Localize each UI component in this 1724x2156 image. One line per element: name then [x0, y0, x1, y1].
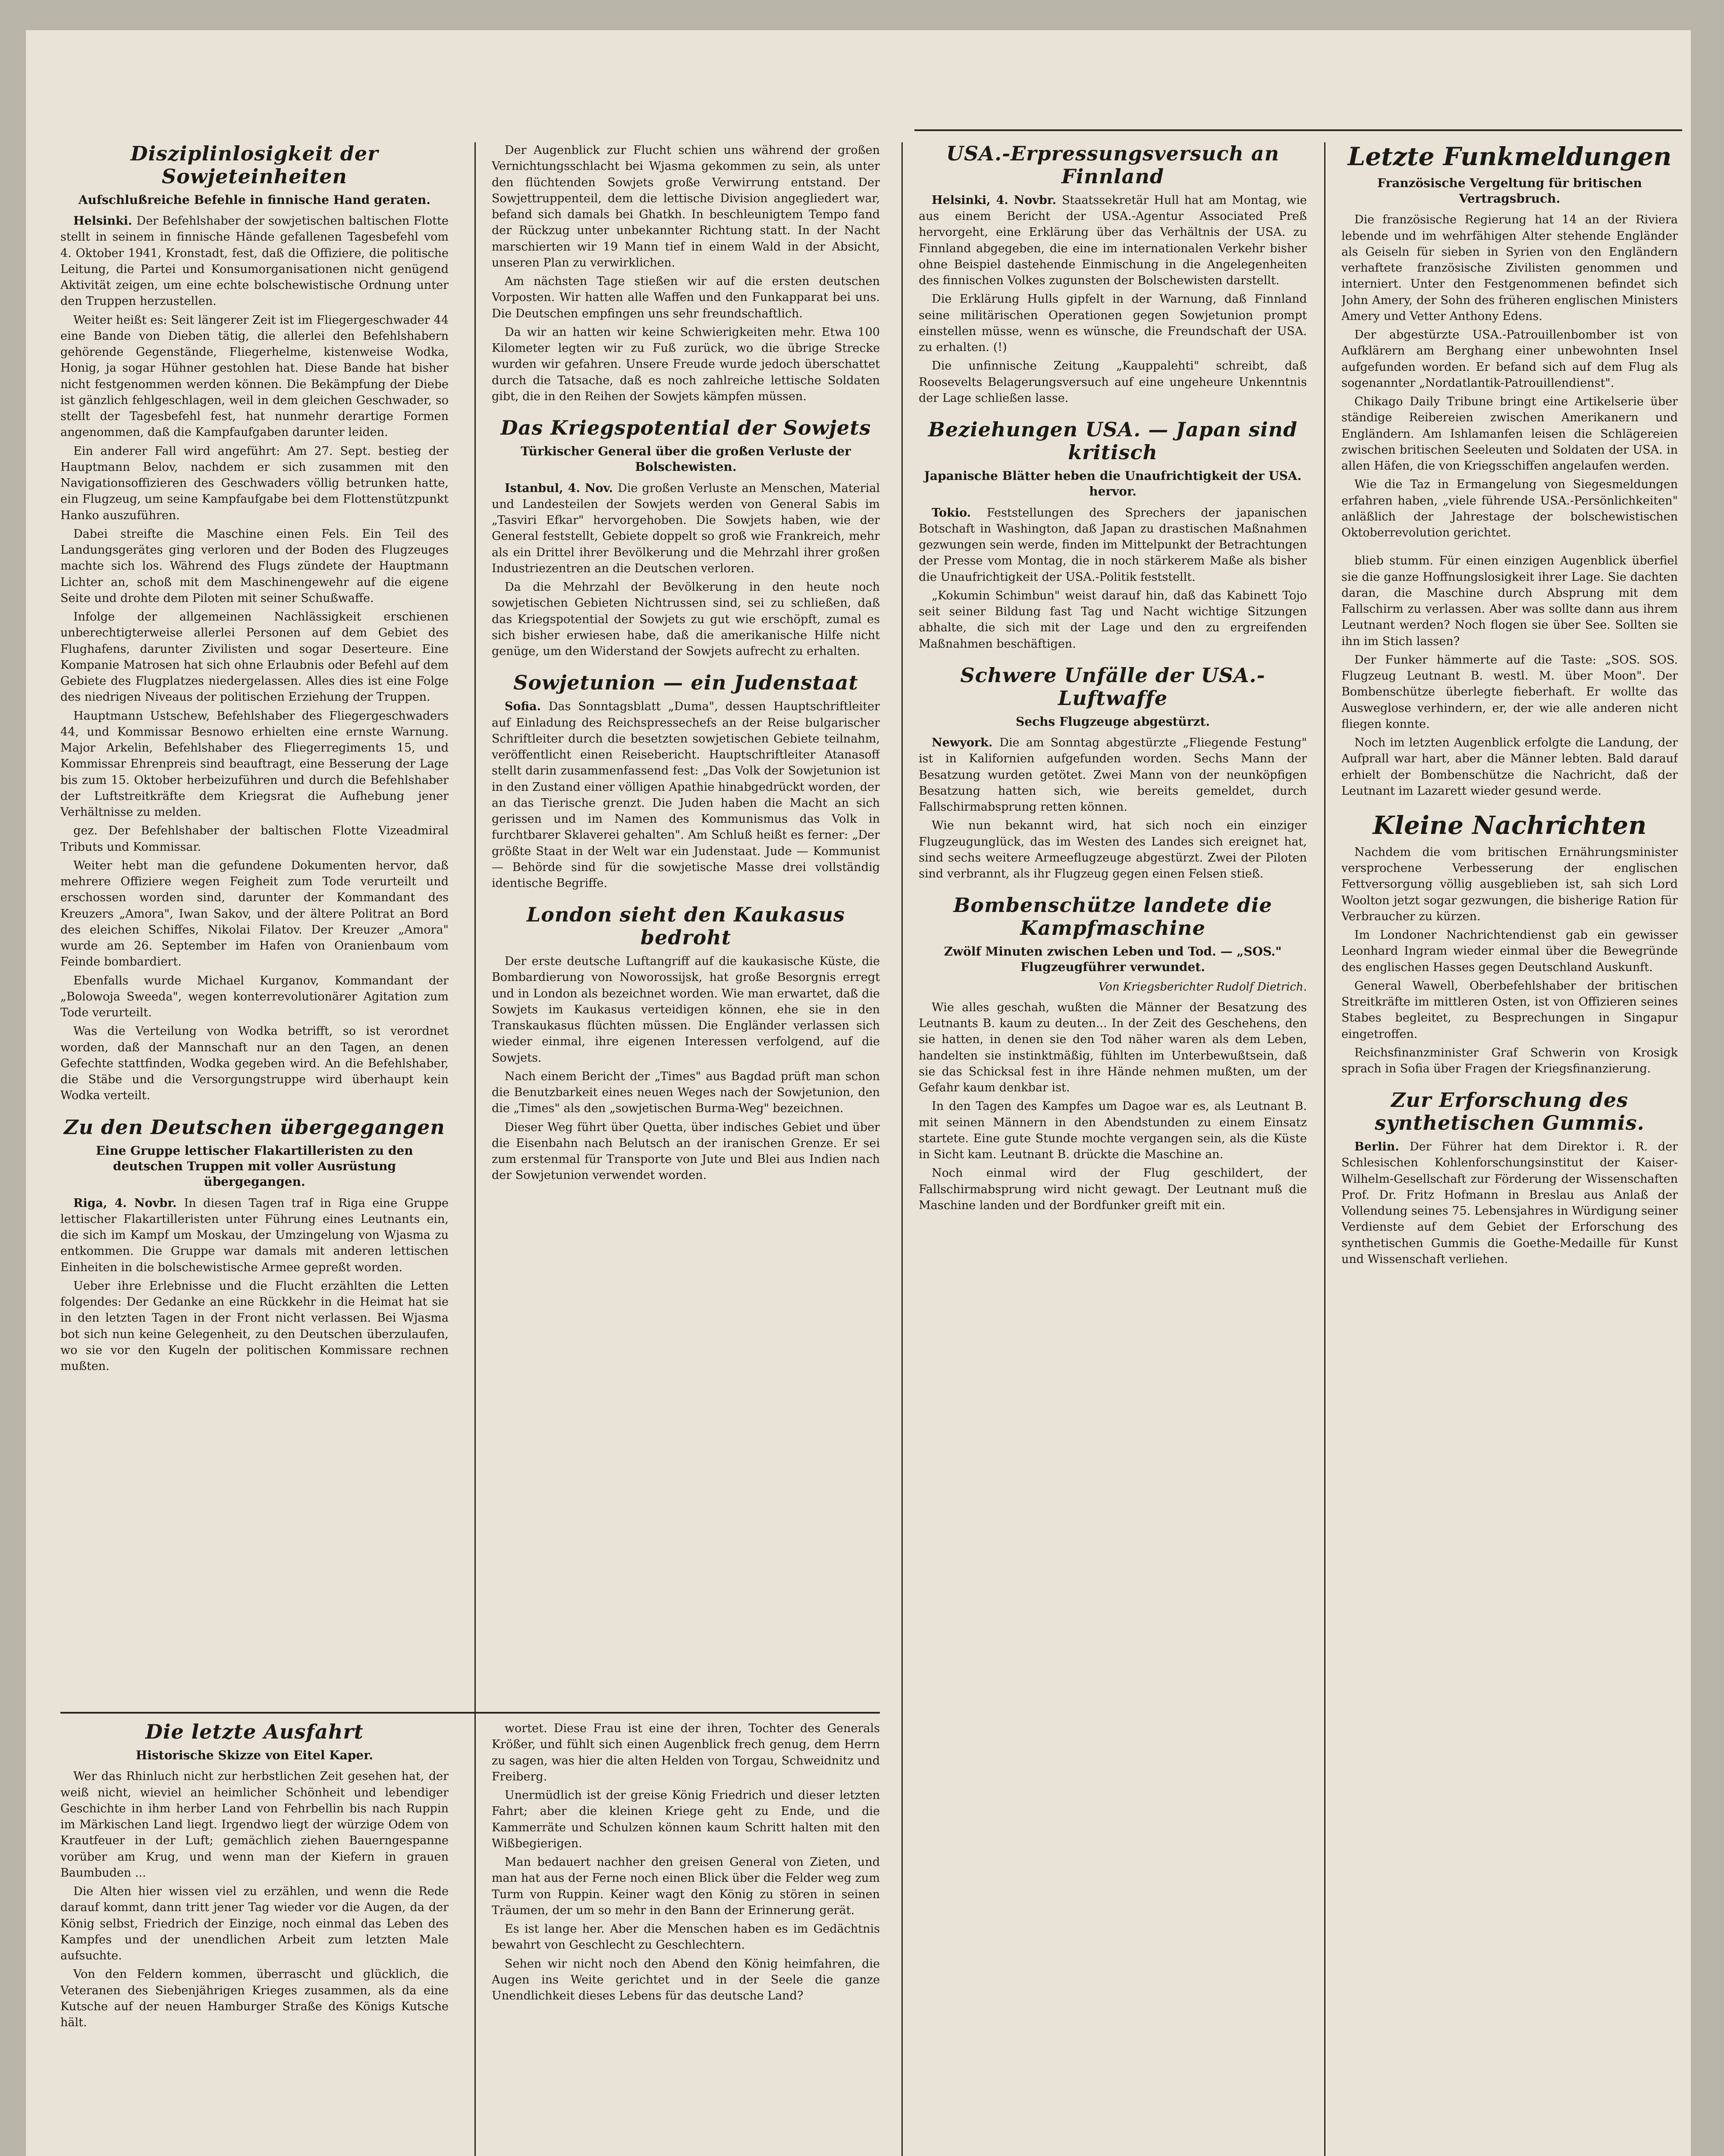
paragraph-text: Feststellungen des Sprechers der japanischen Botschaft in Washington, daß Japan zu drastischen Maßnahmen gezwungen sein werde, finden im Mittelpunkt der Betrachtungen der Presse vom Montag, die in noch stärkerem Maße als bisher die Unaufrichtigkeit der USA.-Politik feststellt. [919, 506, 1307, 584]
paragraph-text: Man bedauert nachher den greisen General von Zieten, und man hat aus der Ferne noch einen Blick über die Felder weg zum Turm von Ruppin. Keiner wagt den König zu stören in seinen Träumen, der um so mehr in den Bann der Erinnerung gerät. [492, 1855, 880, 1917]
paragraph-text: Dabei streifte die Maschine einen Fels. Ein Teil des Landungsgerätes ging verloren und der Boden des Flugzeuges machte sich los. Während des Flugs zündete der Hauptmann Lichter an, schoß mit dem Maschinengewehr auf die eigene Seite und drohte dem Piloten mit seiner Schußwaffe. [60, 527, 449, 605]
article-paragraph [492, 579, 880, 659]
article [492, 903, 880, 1183]
paragraph-text: In diesen Tagen traf in Riga eine Gruppe lettischer Flakartilleristen unter Führung eines Leutnants ein, die sich im Kampf um Moskau, der Umzingelung von Wjasma zu entkommen. Die Gruppe war damals mit anderen lettischen Einheiten in die bolschewistische Armee gepreßt worden. [60, 1196, 449, 1274]
article-paragraph [60, 526, 449, 606]
article-headline: London sieht den Kaukasus bedroht [526, 903, 845, 950]
article-subheadline: Japanische Blätter heben die Unaufrichtigkeit der USA. hervor. [924, 468, 1302, 499]
article-paragraph [1341, 1139, 1678, 1267]
article-headline: Beziehungen USA. — Japan sind kritisch [928, 418, 1298, 464]
article-paragraph [60, 1023, 449, 1103]
column-2 [492, 142, 880, 1708]
article-paragraph [60, 609, 449, 705]
article [1341, 811, 1678, 1077]
dateline: Helsinki, 4. Novbr. [932, 193, 1062, 207]
paragraph-text: Infolge der allgemeinen Nachlässigkeit erschienen unberechtigterweise allerlei Personen auf dem Gebiet des Flughafens, darunter Zivilisten und sogar Deserteure. Eine Kompanie Matrosen hat sich ohne Erlaubnis oder Befehl auf dem Gebiete des Flugplatzes niedergelassen. Alles dies ist eine Folge des niedrigen Niveaus der politischen Erziehung der Truppen. [60, 610, 449, 704]
article [492, 1720, 880, 2004]
article-paragraph [1341, 735, 1678, 799]
paragraph-text: Ein anderer Fall wird angeführt: Am 27. Sept. bestieg der Hauptmann Belov, nachdem er sich zusammen mit den Navigationsoffizieren des Geschwaders völlig betrunken hatte, ein Flugzeug, um seine Kampfaufgabe bei dem Flottenstützpunkt Hanko auszuführen. [60, 444, 449, 522]
paragraph-text: Im Londoner Nachrichtendienst gab ein gewisser Leonhard Ingram wieder einmal über die Bewegründe des englischen Hasses gegen Deutschland Auskunft. [1341, 928, 1678, 974]
article-paragraph [492, 1854, 880, 1918]
paragraph-text: General Wawell, Oberbefehlshaber der britischen Streitkräfte im mittleren Osten, ist von Offizieren seines Stabes begleitet, zu Besprechungen in Singapur eingetroffen. [1341, 979, 1678, 1041]
article-headline: Kleine Nachrichten [1372, 811, 1647, 840]
dateline: Tokio. [932, 506, 987, 520]
article-paragraph [1341, 394, 1678, 474]
article-paragraph [492, 1956, 880, 2004]
article [1341, 1089, 1678, 1267]
feuilleton-column-1 [60, 1720, 449, 2156]
paragraph-text: Die großen Verluste an Menschen, Material und Landesteilen der Sowjets werden von General Sabis im „Tasviri Efkar" hervorgehoben. Die Sowjets haben, wie der General feststellt, Gebiete doppelt so groß wie Frankreich, mehr als ein Drittel ihrer Bevölkerung und die Mehrzahl ihrer großen Industriezentren an die Deutschen verloren. [492, 481, 880, 575]
paragraph-text: In den Tagen des Kampfes um Dagoe war es, als Leutnant B. mit seinen Männern in den Abendstunden zu einem Einsatz startete. Eine gute Stunde mochte vergangen sein, als die Küste in Sicht kam. Leutnant B. drückte die Maschine an. [919, 1100, 1307, 1162]
article-paragraph [1341, 327, 1678, 391]
article-paragraph [492, 273, 880, 322]
article [1341, 142, 1678, 541]
paragraph-text: Die französische Regierung hat 14 an der Riviera lebende und im wehrfähigen Alter stehende Engländer als Geiseln für sieben in Syrien von den Engländern verhaftete französische Zivilisten genommen und interniert. Unter den Festgenommenen befindet sich John Amery, der Sohn des früheren englischen Ministers Amery und Vetter Anthony Edens. [1341, 213, 1678, 323]
paragraph-text: Der Augenblick zur Flucht schien uns während der großen Vernichtungsschlacht bei Wjasma gekommen zu sein, als unter den flüchtenden Sowjets große Verwirrung entstand. Der Sowjettruppenteil, dem die lettische Division angegliedert war, befand sich damals bei Ghatkh. In beschleunigtem Tempo fand der Rückzug unter unbekannter Richtung statt. In der Nacht marschierten wir 19 Mann tief in einem Wald in der Absicht, unseren Plan zu verwirklichen. [492, 144, 880, 270]
paragraph-text: Wie die Taz in Ermangelung von Siegesmeldungen erfahren haben, „viele führende USA.-Persönlichkeiten" anläßlich der Jahrestage der bolschewistischen Oktoberrevolution gerichtet. [1341, 478, 1678, 540]
paragraph-text: Weiter hebt man die gefundene Dokumenten hervor, daß mehrere Offiziere wegen Feigheit zum Tode verurteilt und erschossen worden sind, darunter der Kommandant des Kreuzers „Amora", Iwan Sakov, und der ältere Politrat an Bord des eleichen Schiffes, Nikolai Filatov. Der Kreuzer „Amora" wurde am 26. September im Hafen von Oranienbaum vom Feinde bombardiert. [60, 859, 449, 969]
paragraph-text: „Kokumin Schimbun" weist darauf hin, daß das Kabinett Tojo seit seiner Bildung fast Tag und Nacht wichtige Sitzungen abhalte, die sich mit der Lage und den zu ergreifenden Maßnahmen beschäftigen. [919, 589, 1307, 651]
article-paragraph [1341, 927, 1678, 975]
column-rule-2 [901, 142, 903, 2156]
paragraph-text: Die Alten hier wissen viel zu erzählen, und wenn die Rede darauf kommt, dann tritt jener Tag wieder vor die Augen, da der König selbst, Friedrich der Einzige, noch einmal das Leben des Kampfes und der unendlichen Arbeit zum letzten Male aufsuchte. [60, 1885, 449, 1963]
paragraph-text: Die Erklärung Hulls gipfelt in der Warnung, daß Finnland seine militärischen Operationen gegen Sowjetunion prompt einstellen müsse, wenn es wünsche, die Freundschaft der USA. zu erhalten. (!) [919, 292, 1307, 354]
dateline: Sofia. [505, 700, 549, 714]
dateline: Istanbul, 4. Nov. [505, 481, 618, 495]
article-paragraph [60, 823, 449, 855]
article-paragraph [1341, 476, 1678, 541]
paragraph-text: Weiter heißt es: Seit längerer Zeit ist im Fliegergeschwader 44 eine Bande von Dieben tätig, die allerlei den Befehlshabern gehörende Gegenstände, Fliegerhelme, kistenweise Wodka, Honig, ja sogar Hühner gestohlen hat. Diese Bande hat bisher nicht festgenommen werden können. Die Bekämpfung der Diebe ist gänzlich fehlgeschlagen, weil in dem gleichen Geschwader, so stellt der Tagesbefehl fest, hat nunmehr derartige Formen angenommen, daß die Kampfaufgaben darunter leiden. [60, 313, 449, 439]
article [60, 142, 449, 1104]
paragraph-text: Noch im letzten Augenblick erfolgte die Landung, der Aufprall war hart, aber die Männer lebten. Bald darauf erhielt der Bombenschütze die Nachricht, daß der Leutnant im Lazarett wieder gesund werde. [1341, 736, 1678, 798]
paragraph-text: wortet. Diese Frau ist eine der ihren, Tochter des Generals Krößer, und fühlt sich einen Augenblick frech genug, dem Herrn zu sagen, was hier die alten Helden von Torgau, Schweidnitz und Freiberg. [492, 1722, 880, 1783]
article-headline: Zu den Deutschen übergegangen [64, 1115, 445, 1139]
article-paragraph [60, 1278, 449, 1375]
column-rule-3 [1324, 142, 1325, 2156]
article-paragraph [919, 588, 1307, 652]
article-headline: USA.-Erpressungsversuch an Finnland [946, 142, 1280, 188]
paragraph-text: Von den Feldern kommen, überrascht und glücklich, die Veteranen des Siebenjährigen Krieges zusammen, als da eine Kutsche auf der neuen Hamburger Straße des Königs Kutsche hält. [60, 1968, 449, 2030]
article-headline: Letzte Funkmeldungen [1347, 142, 1672, 171]
article-subheadline: Zwölf Minuten zwischen Leben und Tod. — „SOS." Flugzeugführer verwundet. [944, 944, 1282, 975]
article-paragraph [1341, 212, 1678, 324]
article-paragraph [492, 1921, 880, 1953]
article-paragraph [1341, 844, 1678, 924]
paragraph-text: Der Funker hämmerte auf die Taste: „SOS. SOS. Flugzeug Leutnant B. westl. M. über Moon". Der Bombenschütze überlegte fieberhaft. Er wollte das Ausweglose verhindern, er, der wie alle anderen nicht fliegen konnte. [1341, 653, 1678, 731]
article [919, 664, 1307, 882]
dateline: Berlin. [1354, 1140, 1410, 1154]
article-paragraph [1341, 553, 1678, 649]
paragraph-text: Nach einem Bericht der „Times" aus Bagdad prüft man schon die Benutzbarkeit eines neuen Weges nach der Sowjetunion, den die „Times" als den „sowjetischen Burma-Weg" bezeichnen. [492, 1069, 880, 1116]
paragraph-text: Die am Sonntag abgestürzte „Fliegende Festung" ist in Kalifornien aufgefunden worden. Sechs Mann der Besatzung wurden getötet. Zwei Mann von der neunköpfigen Besatzung hatten sich, wie bereits gemeldet, durch Fallschirmabsprung retten können. [919, 736, 1307, 814]
article-paragraph [1341, 1045, 1678, 1077]
paragraph-text: Der Führer hat dem Direktor i. R. der Schlesischen Kohlenforschungsinstitut der Kaiser-Wilhelm-Gesellschaft zur Förderung der Wissenschaften Prof. Dr. Fritz Hofmann in Breslau aus Anlaß der Vollendung seines 75. Lebensjahres in Würdigung seiner Verdienste auf dem Gebiet der Erforschung des synthetischen Gummis die Goethe-Medaille für Kunst und Wissenschaft verliehen. [1341, 1140, 1678, 1266]
article-headline: Schwere Unfälle der USA.-Luftwaffe [960, 663, 1266, 710]
article [919, 894, 1307, 1213]
paragraph-text: Hauptmann Ustschew, Befehlshaber des Fliegergeschwaders 44, und Kommissar Besnowo erhielten eine ernste Warnung. Major Arkelin, Befehlshaber des Fliegerregiments 15, und Kommissar Ehrenpreis sind beauftragt, eine Besserung der Lage bis zum 15. Oktober herbeizuführen und durch die Befehlshaber der Luftstreitkräfte dem Kriegsrat die Aufhebung jener Verhältnisse zu melden. [60, 709, 449, 819]
article-headline: Bombenschütze landete die Kampfmaschine [953, 893, 1272, 940]
paragraph-text: Dieser Weg führt über Quetta, über indisches Gebiet und über die Eisenbahn nach Belutsch an der iranischen Grenze. Er sei zum erstenmal für Transporte von Jute und Blei aus Indien nach der Sowjetunion verwendet worden. [492, 1120, 880, 1182]
article-subheadline: Sechs Flugzeuge abgestürzt. [1015, 714, 1210, 729]
article-paragraph [60, 1883, 449, 1964]
article-paragraph [492, 480, 880, 577]
article [919, 418, 1307, 652]
dateline: Helsinki. [73, 214, 137, 228]
paragraph-text: Reichsfinanzminister Graf Schwerin von Krosigk sprach in Sofia über Fragen der Kriegsfinanzierung. [1341, 1046, 1678, 1076]
article-paragraph [60, 1966, 449, 2031]
article-paragraph [60, 1768, 449, 1881]
article-paragraph [919, 1000, 1307, 1096]
paragraph-text: Da wir an hatten wir keine Schwierigkeiten mehr. Etwa 100 Kilometer legten wir zu Fuß zurück, wo die übrige Strecke wurden wir gefahren. Unsere Freude wurde jedoch überschattet durch die Tatsache, daß es noch zahlreiche lettische Soldaten gibt, die in den Reihen der Sowjets kämpfen müssen. [492, 325, 880, 403]
column-3 [919, 142, 1307, 2156]
article-paragraph [919, 1165, 1307, 1213]
article-subheadline: Historische Skizze von Eitel Kaper. [135, 1748, 374, 1762]
feuilleton-rule [60, 1712, 880, 1714]
article-paragraph [919, 505, 1307, 585]
article-paragraph [1341, 652, 1678, 732]
feuilleton-column-2 [492, 1720, 880, 2156]
article-headline: Die letzte Ausfahrt [145, 1720, 364, 1743]
article [492, 671, 880, 891]
column-rule-1 [474, 142, 476, 2156]
article-paragraph [919, 818, 1307, 882]
dateline: Newyork. [932, 736, 1000, 750]
article-paragraph [492, 699, 880, 891]
paragraph-text: Ebenfalls wurde Michael Kurganov, Kommandant der „Bolowoja Sweeda", wegen konterrevolutionärer Agitation zum Tode verurteilt. [60, 974, 449, 1020]
article-paragraph [919, 291, 1307, 355]
paragraph-text: Am nächsten Tage stießen wir auf die ersten deutschen Vorposten. Wir hatten alle Waffen und den Funkapparat bei uns. Die Deutschen empfingen uns sehr freundschaftlich. [492, 275, 880, 320]
newspaper-page [26, 30, 1691, 2156]
article-paragraph [492, 1069, 880, 1117]
column-header-rule [914, 129, 1682, 131]
article [60, 1116, 449, 1375]
article-subheadline: Eine Gruppe lettischer Flakartilleristen zu den deutschen Truppen mit voller Ausrüstung übergegangen. [96, 1143, 413, 1189]
article-paragraph [492, 1787, 880, 1852]
article-headline: Zur Erforschung des synthetischen Gummis. [1375, 1088, 1645, 1135]
article-paragraph [492, 1119, 880, 1184]
article-headline: Das Kriegspotential der Sowjets [500, 416, 871, 439]
paragraph-text: Der erste deutsche Luftangriff auf die kaukasische Küste, die Bombardierung von Noworossijsk, hat große Besorgnis erregt und in London als bezeichnet worden. Wie man erwartet, daß die Sowjets im Kaukasus verteidigen können, ehe sie in den Transkaukasus flüchten müssen. Die Engländer verlassen sich wieder einmal, ihre eigenen Interessen verfolgend, auf die Sowjets. [492, 955, 880, 1065]
article-paragraph [60, 312, 449, 441]
paragraph-text: Der Befehlshaber der sowjetischen baltischen Flotte stellt in seinem in finnische Hände gefallenen Tagesbefehl vom 4. Oktober 1941, Kronstadt, fest, daß die Offiziere, die politische Leitung, die Partei und Konsumorganisationen nicht genügend Aktivität zeigen, um eine echte bolschewistische Ordnung unter den Truppen herzustellen. [60, 214, 449, 308]
article [492, 417, 880, 659]
article-paragraph [60, 1195, 449, 1275]
article-paragraph [492, 953, 880, 1066]
article-paragraph [492, 324, 880, 404]
article-subheadline: Türkischer General über die großen Verluste der Bolschewisten. [521, 444, 851, 474]
article-paragraph [60, 858, 449, 970]
paragraph-text: Wie nun bekannt wird, hat sich noch ein einziger Flugzeugunglück, das im Westen des Landes sich ereignet hat, sind sechs weitere Armeeflugzeuge abgestürzt. Zwei der Piloten sind verbrannt, als ihr Flugzeug gegen einen Felsen stieß. [919, 819, 1307, 881]
paragraph-text: Staatssekretär Hull hat am Montag, wie aus einem Bericht der USA.-Agentur Associated Preß hervorgeht, eine Erklärung über das Verhältnis der USA. zu Finnland abgegeben, die eine im internationalen Verkehr bisher ohne Beispiel dastehende Einmischung in die Angelegenheiten des finnischen Volkes zugunsten der Bolschewisten darstellt. [919, 193, 1307, 288]
article-paragraph [919, 1098, 1307, 1163]
paragraph-text: Das Sonntagsblatt „Duma", dessen Hauptschriftleiter auf Einladung des Reichspressechefs an der Reise bulgarischer Schriftleiter durch die besetzten sowjetischen Gebiete teilnahm, veröffentlicht einen Reisebericht. Hauptschriftleiter Atanasoff stellt darin zusammenfassend fest: „Das Volk der Sowjetunion ist in den Zustand einer völligen Apathie hinabgedrückt worden, der an das Tierische grenzt. Die Juden haben die Macht an sich gerissen und im Namen des Kommunismus das Volk in furchtbarer Sklaverei gehalten". Am Schluß heißt es ferner: „Der größte Staat in der Welt war ein Judenstaat. Jude — Kommunist — Behörde sind für die sowjetische Masse drei vollständig identische Begriffe. [492, 700, 880, 890]
paragraph-text: Die unfinnische Zeitung „Kauppalehti" schreibt, daß Roosevelts Belagerungsversuch auf eine ungeheure Unkenntnis der Lage schließen lasse. [919, 359, 1307, 405]
paragraph-text: Was die Verteilung von Wodka betrifft, so ist verordnet worden, daß der Mannschaft nur an den Tagen, an denen Gefechte stattfinden, Wodka gegeben wird. An die Befehlshaber, die Stäbe und die Versorgungstruppe wird überhaupt kein Wodka verteilt. [60, 1025, 449, 1103]
article-headline: Disziplinlosigkeit der Sowjeteinheiten [130, 142, 379, 188]
article [1341, 553, 1678, 799]
paragraph-text: Sehen wir nicht noch den Abend den König heimfahren, die Augen ins Weite gerichtet und in der Seele die ganze Unendlichkeit dieses Lebens für das deutsche Land? [492, 1957, 880, 2002]
article-paragraph [919, 735, 1307, 815]
article-subheadline: Aufschlußreiche Befehle in finnische Hand geraten. [78, 192, 431, 207]
article-paragraph [492, 142, 880, 271]
paragraph-text: blieb stumm. Für einen einzigen Augenblick überfiel sie die ganze Hoffnungslosigkeit ihrer Lage. Sie dachten daran, die Maschine durch Absprung mit dem Fallschirm zu verlassen. Aber was sollte dann aus ihrem Leutnant werden? Noch flogen sie über See. Sollten sie ihn im Stich lassen? [1341, 554, 1678, 648]
article-paragraph [492, 1720, 880, 1785]
paragraph-text: Unermüdlich ist der greise König Friedrich und dieser letzten Fahrt; aber die kleinen Kriege geht zu Ende, und die Kammerräte und Schulzen können kaum Schritt halten mit den Wißbegierigen. [492, 1789, 880, 1850]
article-paragraph [919, 358, 1307, 406]
paragraph-text: Ueber ihre Erlebnisse und die Flucht erzählten die Letten folgendes: Der Gedanke an eine Rückkehr in die Heimat hat sie in den letzten Tagen in der Front nicht verlassen. Bei Wjasma bot sich nun keine Gelegenheit, zu den Deutschen überzulaufen, wo sie vor den Kugeln der politischen Kommissare rechnen mußten. [60, 1279, 449, 1373]
dateline: Riga, 4. Novbr. [73, 1196, 184, 1210]
article-byline: Von Kriegsberichter Rudolf Dietrich. [1098, 980, 1307, 993]
article-paragraph [919, 192, 1307, 289]
article-paragraph [1341, 978, 1678, 1042]
article [60, 1720, 449, 2031]
paragraph-text: Der abgestürzte USA.-Patrouillenbomber ist von Aufklärern am Berghang einer unbewohnten Insel aufgefunden worden. Er befand sich auf dem Flug als sogenannter „Nordatlantik-Patrouillendienst". [1341, 328, 1678, 390]
paragraph-text: Wie alles geschah, wußten die Männer der Besatzung des Leutnants B. kaum zu deuten... In der Zeit des Geschehens, den sie hatten, in denen sie den Tod näher waren als dem Leben, handelten sie instinktmäßig, fühlten im Unterbewußtsein, daß sie das Schicksal fest in ihre Hände nehmen mußten, um der Gefahr kaum denkbar ist. [919, 1000, 1307, 1095]
article-paragraph [60, 973, 449, 1021]
column-1 [60, 142, 449, 1708]
paragraph-text: Chikago Daily Tribune bringt eine Artikelserie über ständige Reibereien zwischen Amerikanern und Engländern. Am Ishlamanfen leisen die Schlägereien zwischen britischen Seeleuten und Soldaten der USA. in allen Häfen, die von Kriegsschiffen angelaufen werden. [1341, 395, 1678, 473]
paragraph-text: Noch einmal wird der Flug geschildert, der Fallschirmabsprung wird nicht gewagt. Der Leutnant muß die Maschine landen und der Bordfunker greift mit ein. [919, 1166, 1307, 1212]
paragraph-text: Nachdem die vom britischen Ernährungsminister versprochene Verbesserung der englischen Fettversorgung völlig ausgeblieben ist, sah sich Lord Woolton jetzt sogar gezwungen, die bisherige Ration für Verbraucher zu kürzen. [1341, 845, 1678, 923]
article-paragraph [60, 443, 449, 523]
article-paragraph [60, 708, 449, 821]
column-4 [1341, 142, 1678, 2156]
article-headline: Sowjetunion — ein Judenstaat [513, 671, 858, 695]
article-subheadline: Französische Vergeltung für britischen Vertragsbruch. [1377, 175, 1642, 206]
article [492, 142, 880, 404]
paragraph-text: Es ist lange her. Aber die Menschen haben es im Gedächtnis bewahrt von Geschlecht zu Geschlechtern. [492, 1922, 880, 1952]
article [919, 142, 1307, 406]
paragraph-text: gez. Der Befehlshaber der baltischen Flotte Vizeadmiral Tributs und Kommissar. [60, 824, 449, 854]
article-paragraph [60, 213, 449, 310]
paragraph-text: Wer das Rhinluch nicht zur herbstlichen Zeit gesehen hat, der weiß nicht, wieviel an heimlicher Schönheit und lebendiger Geschichte in ihm herber Land von Fehrbellin bis nach Ruppin im Märkischen Land liegt. Irgendwo liegt der würzige Odem von Krautfeuer in der Luft; gemächlich ziehen Bauerngespanne vorüber am Krug, und wenn man der Kiefern in grauen Baumbuden ... [60, 1770, 449, 1880]
paragraph-text: Da die Mehrzahl der Bevölkerung in den heute noch sowjetischen Gebieten Nichtrussen sind, sei zu schließen, daß das Kriegspotential der Sowjets zu gut wie erschöpft, zumal es sich bisher erwiesen habe, daß die amerikanische Hilfe nicht genüge, um den Widerstand der Sowjets aufrecht zu erhalten. [492, 580, 880, 658]
